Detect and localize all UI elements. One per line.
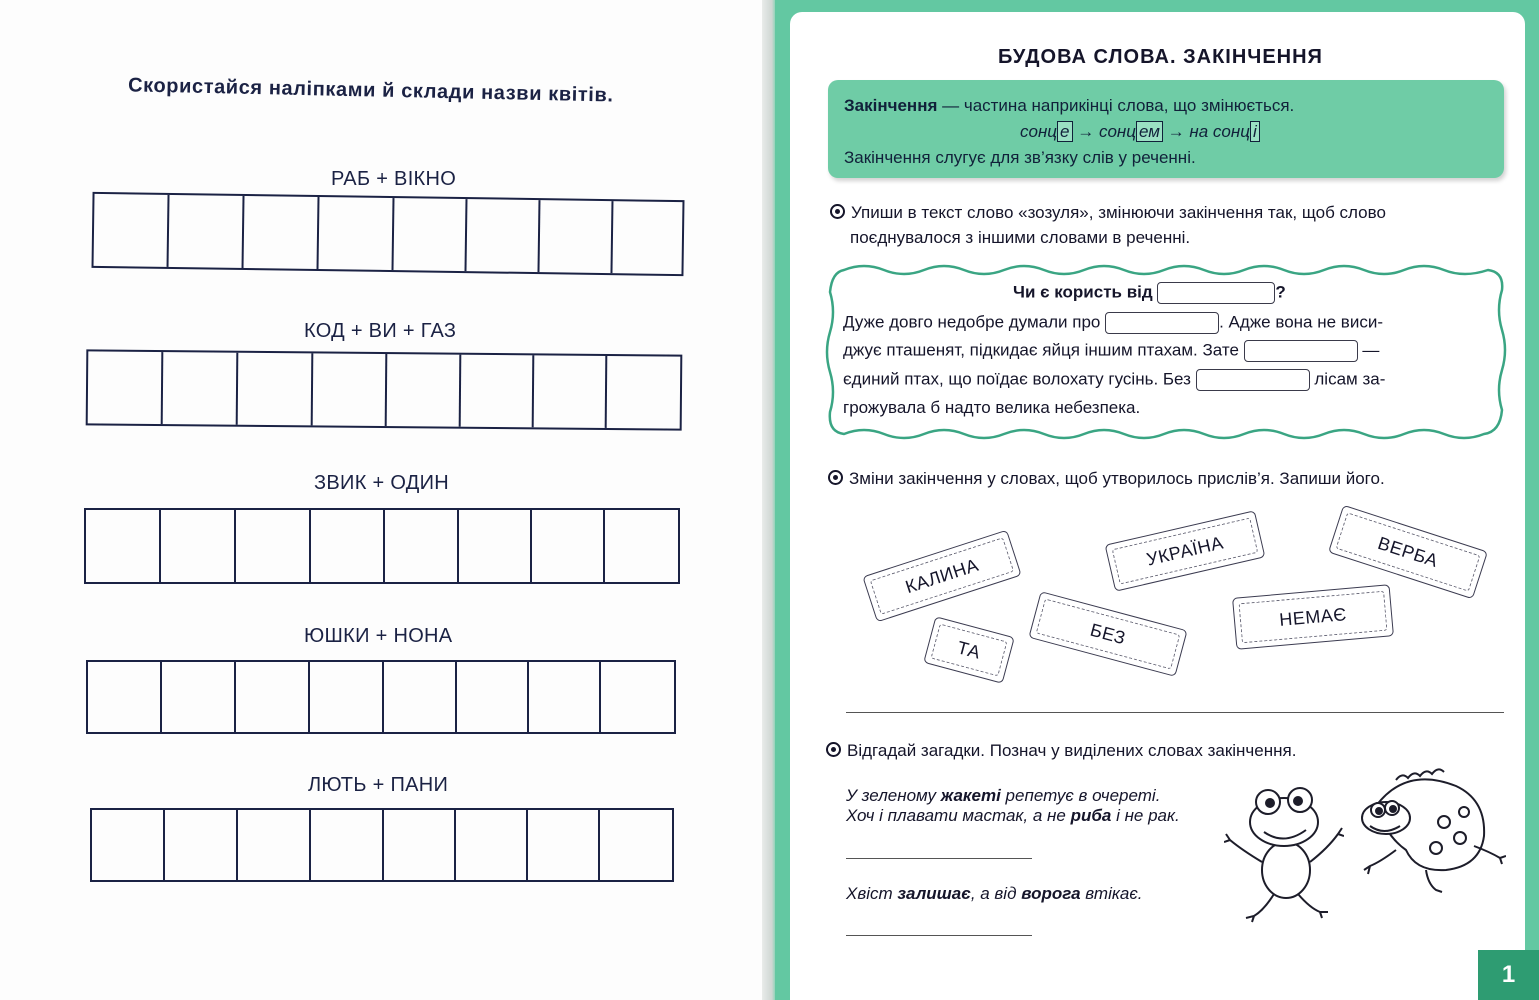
riddle-highlight: жакеті bbox=[940, 786, 1001, 805]
letter-cell[interactable] bbox=[311, 510, 385, 582]
letter-cell[interactable] bbox=[529, 662, 601, 732]
letter-cell[interactable] bbox=[163, 352, 239, 425]
example-stem: сонц bbox=[1020, 122, 1058, 141]
letter-cell[interactable] bbox=[238, 810, 311, 880]
riddle-highlight: ворога bbox=[1021, 884, 1081, 903]
tile-label: УКРАЇНА bbox=[1144, 531, 1226, 570]
tile-label: НЕМАЄ bbox=[1278, 603, 1348, 630]
letter-cell[interactable] bbox=[88, 351, 164, 424]
answer-line[interactable] bbox=[846, 712, 1504, 713]
page-title: БУДОВА СЛОВА. ЗАКІНЧЕННЯ bbox=[998, 46, 1323, 68]
answer-blank-4[interactable] bbox=[1196, 369, 1310, 391]
puzzle-label-4: ЮШКИ + НОНА bbox=[304, 625, 453, 647]
riddle-text: втікає. bbox=[1080, 884, 1143, 903]
letter-cell[interactable] bbox=[88, 662, 162, 732]
letter-cell[interactable] bbox=[236, 662, 310, 732]
letter-cell[interactable] bbox=[605, 510, 678, 582]
letter-cell[interactable] bbox=[319, 197, 395, 270]
task-bullet-icon bbox=[828, 470, 843, 485]
answer-blank-2[interactable] bbox=[1105, 312, 1219, 334]
riddle-1-answer-line[interactable] bbox=[846, 858, 1032, 859]
riddle-1-line-2 bbox=[846, 806, 1180, 826]
letter-cell[interactable] bbox=[612, 201, 682, 274]
example-stem: сонц bbox=[1098, 122, 1136, 141]
letter-grid-4 bbox=[86, 660, 676, 734]
tile-label: ВЕРБА bbox=[1375, 532, 1441, 571]
answer-blank-1[interactable] bbox=[1157, 282, 1275, 304]
riddle-text: , а від bbox=[970, 884, 1022, 903]
letter-cell[interactable] bbox=[169, 195, 245, 268]
riddle-1-line-1 bbox=[846, 786, 1160, 806]
example-ending: і bbox=[1250, 121, 1260, 142]
letter-cell[interactable] bbox=[244, 196, 320, 269]
story-text: . Адже вона не виси- bbox=[1219, 312, 1383, 332]
letter-cell[interactable] bbox=[601, 662, 674, 732]
tile-label: КАЛИНА bbox=[902, 554, 981, 597]
letter-cell[interactable] bbox=[457, 662, 529, 732]
letter-cell[interactable] bbox=[534, 355, 608, 428]
letter-cell[interactable] bbox=[94, 194, 170, 267]
letter-cell[interactable] bbox=[528, 810, 600, 880]
letter-cell[interactable] bbox=[384, 810, 456, 880]
letter-cell[interactable] bbox=[313, 353, 388, 426]
rule-note: Закінчення слугує для зв’язку слів у реченні. bbox=[844, 148, 1196, 167]
story-heading-text: Чи є користь від bbox=[1013, 282, 1153, 302]
task1-line1: Упиши в текст слово «зозуля», змінюючи закінчення так, щоб слово bbox=[851, 203, 1386, 222]
riddle-2 bbox=[846, 884, 1143, 904]
story-text: Дуже довго недобре думали про bbox=[843, 312, 1101, 332]
task3-line: Відгадай загадки. Познач у виділених словах закінчення. bbox=[847, 741, 1297, 760]
letter-cell[interactable] bbox=[165, 810, 238, 880]
riddle-text: У зеленому bbox=[846, 786, 941, 805]
task2-text bbox=[828, 469, 1385, 489]
letter-cell[interactable] bbox=[311, 810, 384, 880]
story-line-1 bbox=[843, 312, 1383, 334]
tile-label: БЕЗ bbox=[1088, 619, 1128, 648]
task1-text bbox=[830, 203, 1386, 223]
story-text: єдиний птах, що поїдає волохату гусінь. Без bbox=[843, 369, 1191, 389]
task2-line: Зміни закінчення у словах, щоб утворилось прислів’я. Запиши його. bbox=[849, 469, 1385, 488]
riddle-highlight: залишає bbox=[897, 884, 971, 903]
letter-cell[interactable] bbox=[387, 354, 462, 427]
story-heading-mark: ? bbox=[1275, 282, 1286, 302]
letter-grid-1 bbox=[91, 192, 684, 276]
letter-cell[interactable] bbox=[456, 810, 528, 880]
letter-cell[interactable] bbox=[461, 355, 535, 428]
task3-text bbox=[826, 741, 1296, 761]
puzzle-label-5: ЛЮТЬ + ПАНИ bbox=[308, 774, 449, 796]
arrow-icon: → bbox=[1167, 122, 1185, 141]
puzzle-label-1: РАБ + ВІКНО bbox=[331, 168, 457, 190]
letter-cell[interactable] bbox=[459, 510, 532, 582]
letter-cell[interactable] bbox=[236, 510, 311, 582]
letter-cell[interactable] bbox=[161, 510, 236, 582]
riddle-text: Хвіст bbox=[846, 884, 898, 903]
riddle-text: репетує в очереті. bbox=[1000, 786, 1161, 805]
arrow-icon: → bbox=[1077, 122, 1095, 141]
letter-cell[interactable] bbox=[310, 662, 384, 732]
answer-blank-3[interactable] bbox=[1244, 340, 1358, 362]
letter-grid-5 bbox=[90, 808, 674, 882]
lizard-illustration-icon bbox=[1356, 766, 1506, 896]
rule-definition-text: — частина наприкінці слова, що змінюється. bbox=[937, 96, 1295, 115]
riddle-highlight: риба bbox=[1070, 806, 1112, 825]
rule-example bbox=[1020, 122, 1260, 142]
letter-cell[interactable] bbox=[532, 510, 605, 582]
task-bullet-icon bbox=[826, 742, 841, 757]
story-line-2 bbox=[843, 340, 1379, 362]
riddle-text: Хоч і плавати мастак, а не bbox=[846, 806, 1071, 825]
example-ending: ем bbox=[1136, 121, 1163, 142]
puzzle-label-3: ЗВИК + ОДИН bbox=[314, 472, 450, 494]
letter-cell[interactable] bbox=[162, 662, 236, 732]
letter-cell[interactable] bbox=[607, 356, 681, 429]
task-bullet-icon bbox=[830, 204, 845, 219]
letter-cell[interactable] bbox=[86, 510, 161, 582]
example-ending: е bbox=[1057, 121, 1072, 142]
story-heading bbox=[1013, 282, 1286, 304]
instruction-left: Скористайся наліпками й склади назви квітів. bbox=[127, 74, 614, 107]
letter-cell[interactable] bbox=[385, 510, 459, 582]
page-number: 1 bbox=[1478, 950, 1539, 1000]
tile-label: ТА bbox=[955, 636, 984, 663]
story-line-4: грожувала б надто велика небезпека. bbox=[843, 398, 1141, 417]
story-line-3 bbox=[843, 369, 1385, 391]
puzzle-label-2: КОД + ВИ + ГАЗ bbox=[304, 320, 457, 342]
letter-cell[interactable] bbox=[466, 199, 540, 272]
letter-cell[interactable] bbox=[539, 200, 613, 273]
frog-illustration-icon bbox=[1224, 770, 1344, 925]
riddle-text: і не рак. bbox=[1111, 806, 1180, 825]
story-text: — bbox=[1362, 340, 1380, 360]
letter-cell[interactable] bbox=[393, 198, 467, 271]
rule-box bbox=[828, 80, 1504, 178]
rule-term: Закінчення bbox=[844, 96, 938, 115]
letter-grid-3 bbox=[84, 508, 680, 584]
letter-cell[interactable] bbox=[238, 353, 314, 426]
story-text: лісам за- bbox=[1314, 369, 1386, 389]
letter-cell[interactable] bbox=[384, 662, 457, 732]
example-stem: на сонц bbox=[1189, 122, 1250, 141]
riddle-2-answer-line[interactable] bbox=[846, 935, 1032, 936]
rule-definition bbox=[844, 96, 1294, 116]
letter-cell[interactable] bbox=[92, 810, 165, 880]
story-text: джує пташенят, підкидає яйця іншим птахам. Зате bbox=[843, 340, 1239, 360]
letter-grid-2 bbox=[86, 349, 683, 430]
task1-line2: поєднувалося з іншими словами в реченні. bbox=[850, 228, 1191, 247]
letter-cell[interactable] bbox=[600, 810, 672, 880]
